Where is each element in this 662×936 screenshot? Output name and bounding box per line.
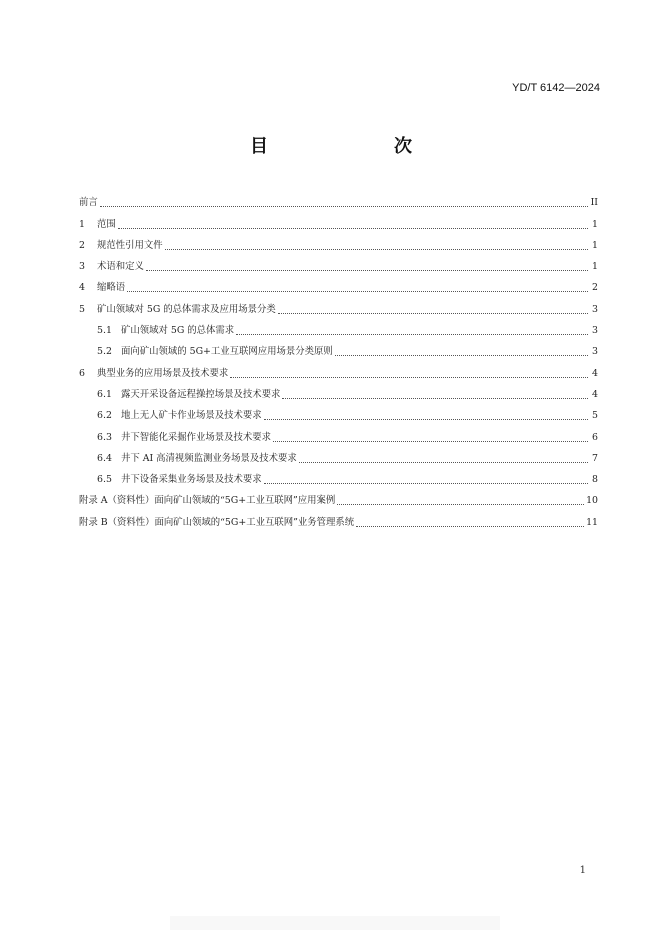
toc-entry[interactable] bbox=[79, 337, 598, 358]
toc-dot-leader bbox=[230, 376, 588, 378]
toc-entry-number: 1 bbox=[79, 218, 85, 230]
toc-entry-label: 范围 bbox=[97, 218, 116, 230]
toc-entry[interactable] bbox=[79, 209, 598, 230]
toc-entry-number: 2 bbox=[79, 239, 85, 251]
toc-entry-number: 5.1 bbox=[97, 325, 112, 337]
toc-entry-number: 6.4 bbox=[97, 452, 112, 464]
toc-entry-page: 4 bbox=[592, 388, 598, 400]
toc-entry-label: 井下智能化采掘作业场景及技术要求 bbox=[121, 431, 272, 443]
toc-dot-leader bbox=[273, 440, 588, 442]
toc-dot-leader bbox=[236, 333, 588, 335]
toc-entry[interactable] bbox=[79, 507, 598, 528]
toc-entry[interactable] bbox=[79, 401, 598, 422]
toc-dot-leader bbox=[127, 290, 588, 292]
toc-entry-number: 6.5 bbox=[97, 474, 112, 486]
page-title: 目 次 bbox=[250, 136, 442, 157]
toc-entry-label: 规范性引用文件 bbox=[97, 239, 163, 251]
toc-entry-label: 典型业务的应用场景及技术要求 bbox=[97, 367, 229, 379]
toc-dot-leader bbox=[264, 482, 588, 484]
toc-entry-page: 6 bbox=[592, 431, 598, 443]
toc-entry-page: 1 bbox=[592, 239, 598, 251]
toc-dot-leader bbox=[299, 461, 588, 463]
toc-entry-page: 3 bbox=[592, 325, 598, 337]
toc-entry-label: 术语和定义 bbox=[97, 261, 144, 273]
toc-dot-leader bbox=[100, 205, 588, 207]
toc-dot-leader bbox=[165, 248, 588, 250]
toc-entry-number: 6.2 bbox=[97, 410, 112, 422]
toc-dot-leader bbox=[337, 503, 584, 505]
toc-entry-label: 露天开采设备远程操控场景及技术要求 bbox=[121, 388, 281, 400]
toc-dot-leader bbox=[146, 269, 588, 271]
toc-dot-leader bbox=[118, 227, 588, 229]
toc-entry-label: 矿山领域对 5G 的总体需求 bbox=[121, 325, 235, 337]
toc-entry-label: 附录 B（资料性）面向矿山领域的“5G+工业互联网”业务管理系统 bbox=[79, 516, 355, 528]
toc-entry-label: 面向矿山领域的 5G+工业互联网应用场景分类原则 bbox=[121, 346, 333, 358]
toc-entry-number: 4 bbox=[79, 282, 85, 294]
table-of-contents bbox=[79, 188, 598, 529]
toc-entry-page: 1 bbox=[592, 218, 598, 230]
toc-entry-number: 6.3 bbox=[97, 431, 112, 443]
toc-entry[interactable] bbox=[79, 188, 598, 209]
toc-entry-page: 2 bbox=[592, 282, 598, 294]
toc-entry-page: II bbox=[590, 197, 598, 209]
toc-entry[interactable] bbox=[79, 273, 598, 294]
document-code: YD/T 6142—2024 bbox=[512, 82, 600, 94]
toc-entry[interactable] bbox=[79, 444, 598, 465]
toc-entry[interactable] bbox=[79, 380, 598, 401]
toc-dot-leader bbox=[335, 354, 588, 356]
toc-entry-page: 3 bbox=[592, 303, 598, 315]
toc-entry-page: 3 bbox=[592, 346, 598, 358]
toc-dot-leader bbox=[282, 397, 588, 399]
toc-entry-page: 4 bbox=[592, 367, 598, 379]
toc-entry-page: 1 bbox=[592, 261, 598, 273]
toc-dot-leader bbox=[264, 418, 588, 420]
toc-entry-number: 3 bbox=[79, 261, 85, 273]
toc-entry-label: 矿山领域对 5G 的总体需求及应用场景分类 bbox=[97, 303, 276, 315]
toc-entry-label: 井下设备采集业务场景及技术要求 bbox=[121, 474, 262, 486]
toc-entry-label: 缩略语 bbox=[97, 282, 126, 294]
toc-entry-page: 10 bbox=[586, 495, 598, 507]
toc-dot-leader bbox=[356, 525, 584, 527]
toc-entry[interactable] bbox=[79, 422, 598, 443]
page-number: 1 bbox=[579, 865, 586, 876]
toc-entry-label: 前言 bbox=[79, 197, 98, 209]
toc-entry[interactable] bbox=[79, 294, 598, 315]
watermark-strip bbox=[170, 916, 500, 930]
toc-entry-label: 附录 A（资料性）面向矿山领域的“5G+工业互联网”应用案例 bbox=[79, 495, 336, 507]
toc-entry-page: 7 bbox=[592, 452, 598, 464]
toc-entry-page: 5 bbox=[592, 410, 598, 422]
toc-entry-label: 地上无人矿卡作业场景及技术要求 bbox=[121, 410, 262, 422]
toc-entry-number: 6 bbox=[79, 367, 85, 379]
toc-entry-number: 5 bbox=[79, 303, 85, 315]
toc-entry[interactable] bbox=[79, 231, 598, 252]
toc-entry-page: 11 bbox=[586, 516, 598, 528]
toc-entry-number: 6.1 bbox=[97, 388, 112, 400]
toc-entry-number: 5.2 bbox=[97, 346, 112, 358]
toc-dot-leader bbox=[278, 312, 588, 314]
toc-entry[interactable] bbox=[79, 316, 598, 337]
toc-entry[interactable] bbox=[79, 252, 598, 273]
toc-entry[interactable] bbox=[79, 358, 598, 379]
toc-entry[interactable] bbox=[79, 486, 598, 507]
toc-entry-page: 8 bbox=[592, 474, 598, 486]
toc-entry-label: 井下 AI 高清视频监测业务场景及技术要求 bbox=[121, 452, 297, 464]
toc-entry[interactable] bbox=[79, 465, 598, 486]
